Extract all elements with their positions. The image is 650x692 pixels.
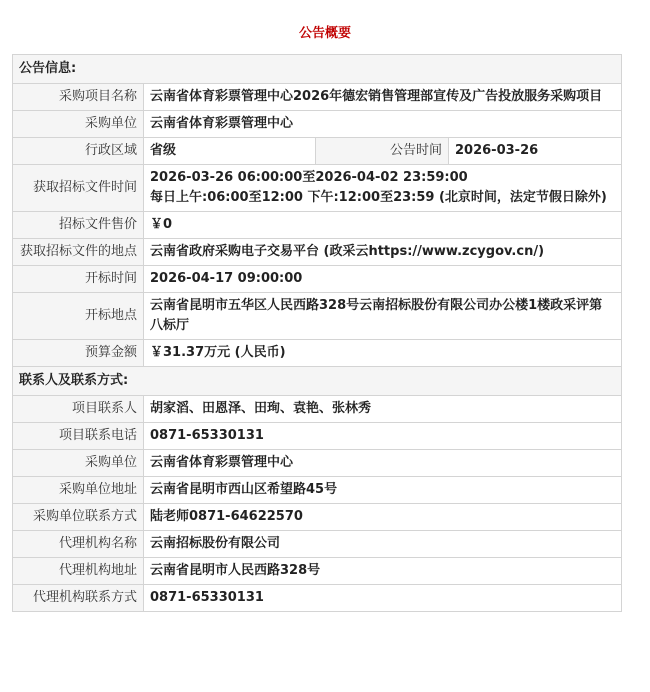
label-get-place: 获取招标文件的地点	[13, 239, 144, 266]
value-agency: 云南招标股份有限公司	[144, 531, 622, 558]
value-region: 省级	[144, 138, 316, 165]
page-title: 公告概要	[298, 26, 351, 41]
label-buyer-contact: 采购单位联系方式	[13, 504, 144, 531]
value-notice-time: 2026-03-26	[449, 138, 622, 165]
row-open-time	[13, 266, 622, 293]
value-contact: 胡家滔、田恩泽、田珣、袁艳、张林秀	[144, 396, 622, 423]
label-contact: 项目联系人	[13, 396, 144, 423]
value-get-time	[144, 165, 622, 212]
row-get-place	[13, 239, 622, 266]
label-project-name: 采购项目名称	[13, 84, 144, 111]
row-agency-addr	[13, 558, 622, 585]
row-agency	[13, 531, 622, 558]
value-phone: 0871-65330131	[144, 423, 622, 450]
value-get-place: 云南省政府采购电子交易平台 (政采云https://www.zcygov.cn/)	[144, 239, 622, 266]
label-agency-contact: 代理机构联系方式	[13, 585, 144, 612]
value-open-place: 云南省昆明市五华区人民西路328号云南招标股份有限公司办公楼1楼政采评第八标厅	[144, 293, 622, 340]
value-open-time: 2026-04-17 09:00:00	[144, 266, 622, 293]
label-agency-addr: 代理机构地址	[13, 558, 144, 585]
label-region: 行政区域	[13, 138, 144, 165]
row-buyer2	[13, 450, 622, 477]
row-region	[13, 138, 622, 165]
label-buyer-addr: 采购单位地址	[13, 477, 144, 504]
row-project-name	[13, 84, 622, 111]
value-get-time-range: 2026-03-26 06:00:00至2026-04-02 23:59:00	[150, 170, 468, 185]
row-price	[13, 212, 622, 239]
label-budget: 预算金额	[13, 340, 144, 367]
label-notice-time: 公告时间	[316, 138, 449, 165]
row-phone	[13, 423, 622, 450]
value-price: ￥0	[144, 212, 622, 239]
row-buyer-contact	[13, 504, 622, 531]
row-buyer-addr	[13, 477, 622, 504]
section-row-contact	[13, 367, 622, 396]
value-buyer-addr: 云南省昆明市西山区希望路45号	[144, 477, 622, 504]
label-open-place: 开标地点	[13, 293, 144, 340]
label-phone: 项目联系电话	[13, 423, 144, 450]
value-get-time-daily: 每日上午:06:00至12:00 下午:12:00至23:59 (北京时间，法定节假日除外)	[150, 190, 607, 205]
section-row-notice	[13, 55, 622, 84]
row-buyer	[13, 111, 622, 138]
value-agency-contact: 0871-65330131	[144, 585, 622, 612]
label-buyer2: 采购单位	[13, 450, 144, 477]
value-buyer2: 云南省体育彩票管理中心	[144, 450, 622, 477]
value-project-name: 云南省体育彩票管理中心2026年德宏销售管理部宣传及广告投放服务采购项目	[144, 84, 622, 111]
section-heading-contact: 联系人及联系方式:	[13, 367, 622, 396]
row-agency-contact	[13, 585, 622, 612]
label-buyer: 采购单位	[13, 111, 144, 138]
label-agency: 代理机构名称	[13, 531, 144, 558]
label-get-time: 获取招标文件时间	[13, 165, 144, 212]
row-get-time	[13, 165, 622, 212]
section-heading-notice: 公告信息:	[13, 55, 622, 84]
row-contact	[13, 396, 622, 423]
value-buyer: 云南省体育彩票管理中心	[144, 111, 622, 138]
notice-summary-table	[12, 54, 622, 612]
value-buyer-contact: 陆老师0871-64622570	[144, 504, 622, 531]
label-price: 招标文件售价	[13, 212, 144, 239]
value-agency-addr: 云南省昆明市人民西路328号	[144, 558, 622, 585]
label-open-time: 开标时间	[13, 266, 144, 293]
row-budget	[13, 340, 622, 367]
value-budget: ￥31.37万元 (人民币)	[144, 340, 622, 367]
row-open-place	[13, 293, 622, 340]
